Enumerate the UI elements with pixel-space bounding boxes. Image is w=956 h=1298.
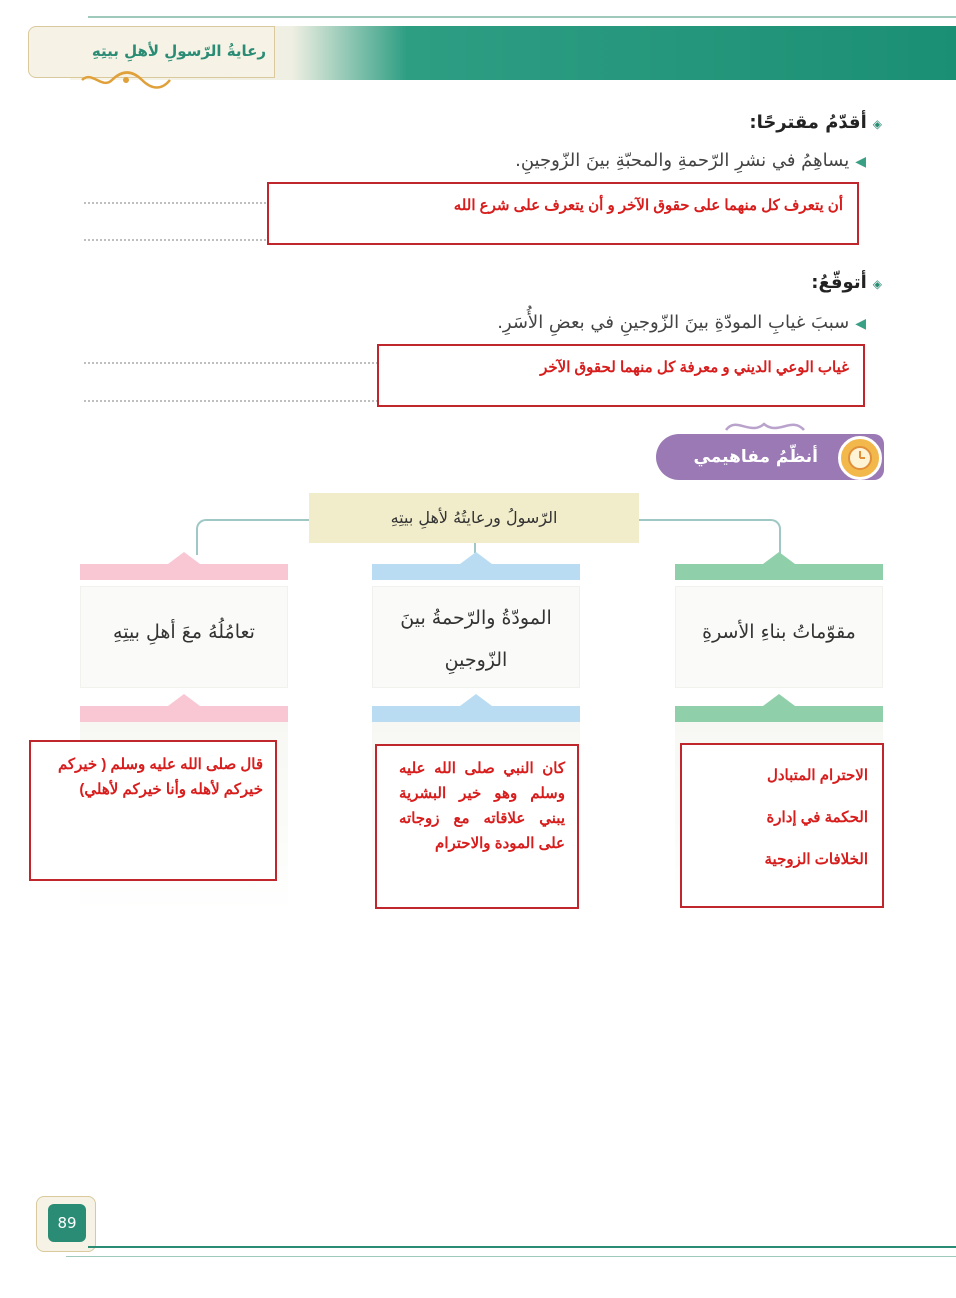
section2-prompt: سببَ غيابِ المودّةِ بينَ الزّوجينِ في بعضِ الأُسَرِ. [497,312,850,333]
section2-heading-row [811,272,882,293]
branch2-answer: كان النبي صلى الله عليه وسلم وهو خير البشرية يبني علاقاته مع زوجاته على المودة والاحترام [399,760,565,852]
header-top-line [88,16,956,18]
section1-answer: أن يتعرف كل منهما على حقوق الآخر و أن يتعرف على شرع الله [453,197,843,214]
section2-answer-box[interactable] [377,344,865,407]
branch-label: مقوّماتُ بناءِ الأسرةِ [702,621,856,643]
section2-answer: غياب الوعي الديني و معرفة كل منهما لحقوق الآخر [540,359,849,376]
ornament-icon [720,414,810,436]
branch-label-line2: الزّوجينِ [444,649,508,671]
section1-prompt: يساهِمُ في نشرِ الرّحمةِ والمحبّةِ بينَ الزّوجينِ. [515,150,850,171]
branch-top-strip [372,552,580,580]
section1-heading: أقدّمُ مقترحًا: [749,112,867,133]
connector-line [196,519,311,555]
section2-prompt-row [497,312,866,333]
diamond-bullet-icon: ◈ [872,277,882,291]
page-number: 89 [48,1204,86,1242]
triangle-bullet-icon: ◀ [855,154,866,170]
section1-heading-row [749,112,882,133]
section2-heading: أتوقّعُ: [811,272,867,293]
triangle-bullet-icon: ◀ [855,316,866,332]
branch3-answer-box[interactable] [29,740,277,881]
answer-dotted-line [84,362,378,364]
section1-prompt-row [515,150,866,171]
branch-bottom-strip [372,688,580,724]
concepts-label: أنظّمُ مفاهيمي [693,447,818,467]
branch2-answer-box[interactable] [375,744,579,909]
branch-label: تعامُلُهُ معَ أهلِ بيتِهِ [113,621,255,643]
answer-dotted-line [84,202,270,204]
diamond-bullet-icon: ◈ [872,117,882,131]
clock-icon [838,436,882,480]
answer-dotted-line [84,400,378,402]
branch-bottom-strip [80,688,288,724]
branch-label-line1: المودّةُ والرّحمةُ بينَ [400,607,552,629]
branch1-answer-line: الاحترام المتبادل [766,767,868,784]
section1-answer-box[interactable] [267,182,859,245]
branch1-answer-line: الخلافات الزوجية [764,851,868,868]
branch1-answer-line: الحكمة في إدارة [766,809,868,826]
ornament-icon [78,70,174,90]
branch-bottom-strip [675,688,883,724]
branch-top-strip [675,552,883,580]
branch1-answer-box[interactable] [680,743,884,908]
lesson-title: رعايةُ الرّسولِ لأهلِ بيتِهِ [91,42,266,60]
diagram-root-label: الرّسولُ ورعايتُهُ لأهلِ بيتِهِ [390,508,558,527]
branch3-answer: قال صلى الله عليه وسلم ( خيركم خيركم لأهله وأنا خيركم لأهلي) [57,756,263,798]
answer-dotted-line [84,239,270,241]
branch-top-strip [80,552,288,580]
footer-line [66,1256,956,1257]
footer-line [88,1246,956,1248]
connector-line [639,519,781,555]
